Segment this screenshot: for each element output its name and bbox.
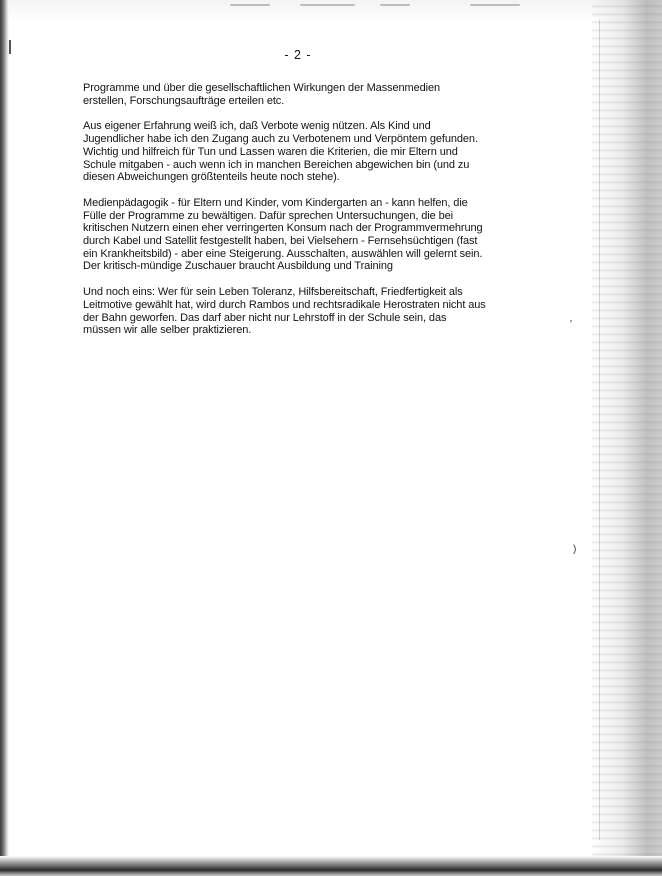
text-line: Programme und über die gesellschaftlichen Wirkungen der Massenmedien [83, 82, 441, 94]
scan-right-line [599, 20, 600, 840]
scan-mark: ′ [570, 319, 572, 330]
body-text [83, 82, 523, 350]
scan-right-edge [592, 0, 662, 876]
scan-speck [230, 4, 270, 6]
page-number: - 2 - [284, 48, 312, 62]
text-line: Schule mitgaben - auch wenn ich in manchen Bereichen abgewichen bin (und zu [83, 158, 470, 171]
text-line: Aus eigener Erfahrung weiß ich, daß Verbote wenig nützen. Als Kind und [83, 120, 431, 133]
scan-bottom-edge [0, 856, 662, 876]
text-line: kritischen Nutzern einen eher verringerten Konsum nach der Programmvermehrung [83, 222, 483, 235]
text-line: der Bahn geworfen. Das darf aber nicht nur Lehrstoff in der Schule sein, das [83, 311, 447, 324]
scan-left-mark [9, 40, 11, 54]
text-line: Jugendlicher habe ich den Zugang auch zu Verbotenem und Verpöntem gefunden. [83, 133, 478, 146]
text-line: Wichtig und hilfreich für Tun und Lassen waren die Kriterien, die mir Eltern und [83, 145, 458, 158]
paragraph [83, 197, 523, 273]
text-line: Fülle der Programme zu bewältigen. Dafür sprechen Untersuchungen, die bei [83, 209, 453, 222]
scan-speck [300, 4, 355, 6]
text-line: Der kritisch-mündige Zuschauer braucht Ausbildung und Training [83, 260, 393, 273]
paragraph [83, 82, 523, 107]
scan-left-edge [0, 0, 9, 876]
paragraph [83, 286, 523, 337]
text-line: diesen Abweichungen größtenteils heute noch stehe). [83, 171, 340, 184]
scan-mark: ) [573, 544, 577, 555]
scan-speck [380, 4, 410, 6]
paragraph [83, 120, 523, 184]
scan-speck [470, 4, 520, 6]
text-line: erstellen, Forschungsaufträge erteilen etc. [83, 94, 285, 107]
text-line: durch Kabel und Satellit festgestellt haben, bei Vielsehern - Fernsehsüchtigen (fast [83, 235, 478, 248]
text-line: Leitmotive gewählt hat, wird durch Rambos und rechtsradikale Herostraten nicht aus [83, 298, 486, 311]
text-line: ein Krankheitsbild) - aber eine Steigerung. Ausschalten, auswählen will gelernt sein. [83, 247, 483, 260]
text-line: müssen wir alle selber praktizieren. [83, 324, 252, 337]
text-line: Medienpädagogik - für Eltern und Kinder, vom Kindergarten an - kann helfen, die [83, 196, 468, 209]
scan-top-shadow [0, 0, 662, 22]
text-line: Und noch eins: Wer für sein Leben Toleranz, Hilfsbereitschaft, Friedfertigkeit als [83, 286, 463, 299]
